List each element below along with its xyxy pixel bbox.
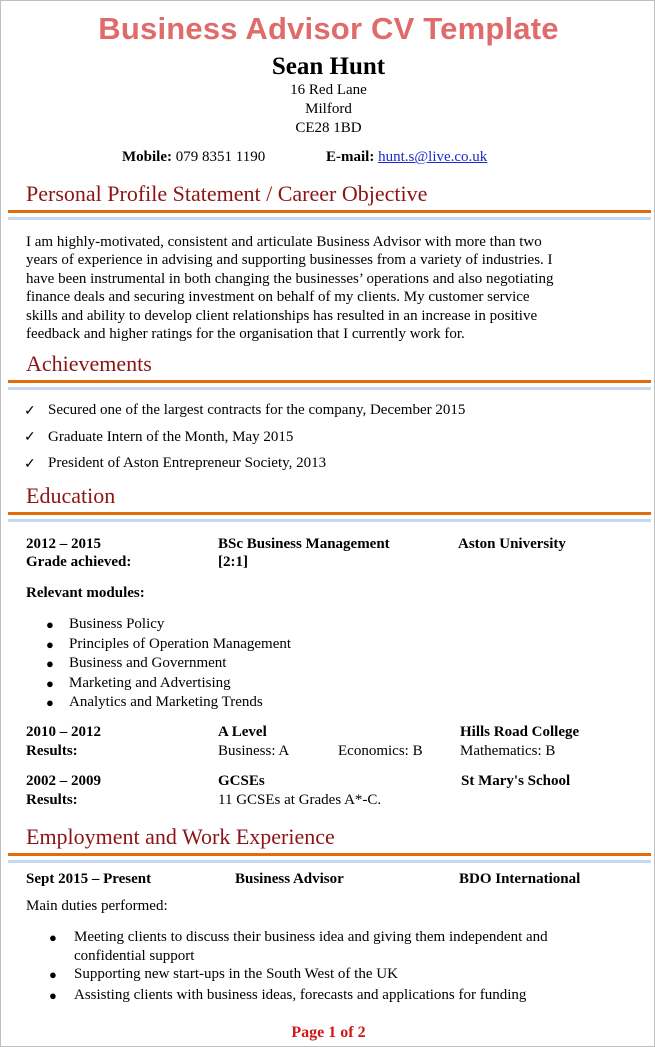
job-title: Business Advisor [235, 871, 344, 887]
bullet-icon: ● [49, 930, 57, 945]
profile-line: skills and ability to develop client relationships has resulted in an increase in positive [26, 307, 538, 324]
section-rule-orange [8, 380, 651, 383]
alevel-result: Economics: B [338, 743, 423, 759]
duty-item: Assisting clients with business ideas, forecasts and applications for funding [74, 987, 527, 1003]
module-item: Business and Government [69, 655, 227, 671]
degree-institution: Aston University [458, 536, 566, 552]
email-link[interactable]: hunt.s@live.co.uk [378, 149, 488, 165]
check-icon: ✓ [24, 430, 36, 445]
achievements-heading: Achievements [26, 351, 152, 376]
section-rule-blue [8, 217, 651, 220]
modules-label: Relevant modules: [26, 585, 145, 601]
section-rule-blue [8, 387, 651, 390]
profile-statement [26, 233, 626, 343]
bullet-icon: ● [46, 676, 54, 691]
bullet-icon: ● [46, 695, 54, 710]
achievement-item: President of Aston Entrepreneur Society, 2013 [48, 455, 327, 471]
module-item: Analytics and Marketing Trends [69, 694, 263, 710]
module-item: Principles of Operation Management [69, 636, 292, 652]
address-line-3: CE28 1BD [295, 120, 362, 136]
employment-heading: Employment and Work Experience [26, 824, 335, 849]
profile-line: have been instrumental in both changing the businesses’ operations and also negotiating [26, 270, 554, 287]
duty-item-continuation: confidential support [74, 948, 195, 964]
duty-item: Supporting new start-ups in the South West of the UK [74, 966, 398, 982]
alevel-dates: 2010 – 2012 [26, 724, 101, 740]
duty-item: Meeting clients to discuss their business idea and giving them independent and [74, 929, 548, 945]
profile-heading: Personal Profile Statement / Career Objective [26, 181, 428, 206]
module-item: Business Policy [69, 616, 165, 632]
degree-course: BSc Business Management [218, 536, 390, 552]
alevel-results-label: Results: [26, 743, 78, 759]
bullet-icon: ● [46, 617, 54, 632]
module-item: Marketing and Advertising [69, 675, 231, 691]
section-rule-orange [8, 210, 651, 213]
section-rule-orange [8, 853, 651, 856]
mobile-contact [122, 149, 265, 166]
grade-label: Grade achieved: [26, 554, 132, 570]
page-number: Page 1 of 2 [291, 1024, 366, 1041]
address-line-1: 16 Red Lane [290, 82, 367, 98]
section-rule-orange [8, 512, 651, 515]
gcse-results-label: Results: [26, 792, 78, 808]
email-label: E-mail: [326, 149, 375, 165]
mobile-label: Mobile: [122, 149, 172, 165]
check-icon: ✓ [24, 404, 36, 419]
education-heading: Education [26, 483, 116, 508]
duties-label: Main duties performed: [26, 898, 168, 914]
alevel-qualification: A Level [218, 724, 267, 740]
profile-line: finance deals and securing investment on behalf of my clients. My customer service [26, 289, 530, 306]
gcse-qualification: GCSEs [218, 773, 265, 789]
bullet-icon: ● [49, 967, 57, 982]
candidate-name: Sean Hunt [271, 53, 386, 80]
bullet-icon: ● [46, 656, 54, 671]
email-contact [326, 149, 487, 166]
document-title: Business Advisor CV Template [98, 11, 559, 46]
alevel-institution: Hills Road College [460, 724, 580, 740]
achievement-item: Graduate Intern of the Month, May 2015 [48, 429, 294, 445]
address-line-2: Milford [305, 101, 352, 117]
profile-line: I am highly-motivated, consistent and articulate Business Advisor with more than two [26, 234, 542, 250]
degree-dates: 2012 – 2015 [26, 536, 101, 552]
alevel-result: Business: A [218, 743, 290, 759]
bullet-icon: ● [46, 637, 54, 652]
job-dates: Sept 2015 – Present [26, 871, 152, 887]
profile-line: feedback and higher ratings for the organisation that I currently work for. [26, 326, 465, 343]
section-rule-blue [8, 860, 651, 863]
grade-value: [2:1] [218, 554, 248, 570]
section-rule-blue [8, 519, 651, 522]
gcse-dates: 2002 – 2009 [26, 773, 101, 789]
achievement-item: Secured one of the largest contracts for the company, December 2015 [48, 402, 466, 418]
bullet-icon: ● [49, 988, 57, 1003]
check-icon: ✓ [24, 457, 36, 472]
gcse-results: 11 GCSEs at Grades A*-C. [218, 792, 382, 808]
profile-line: years of experience in advising and supporting businesses from a variety of industries. I [26, 252, 553, 269]
alevel-result: Mathematics: B [460, 743, 556, 759]
mobile-number: 079 8351 1190 [175, 149, 266, 165]
gcse-institution: St Mary's School [461, 773, 571, 789]
job-company: BDO International [459, 871, 581, 887]
